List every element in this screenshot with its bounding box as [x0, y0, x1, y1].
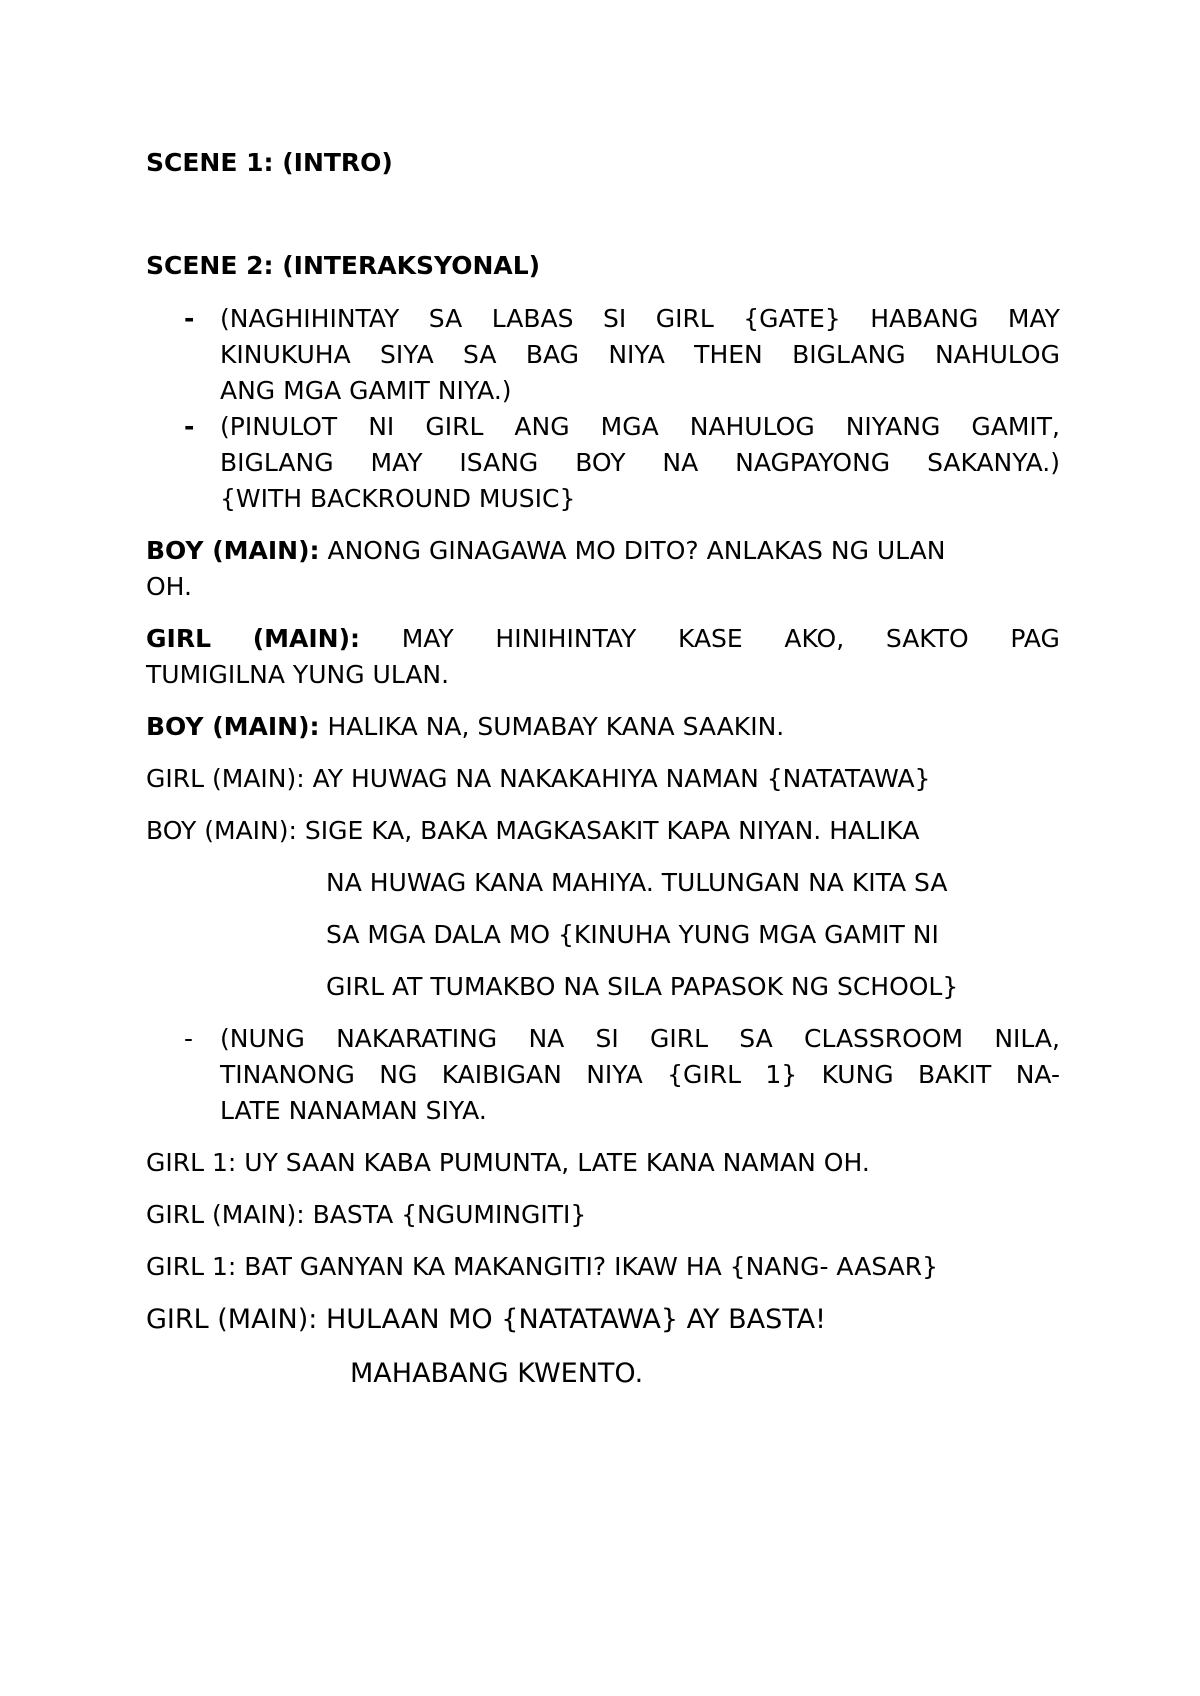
dialogue-5-line-4: GIRL AT TUMAKBO NA SILA PAPASOK NG SCHOOL} [326, 972, 959, 1001]
word: NI [368, 412, 395, 441]
word: SIYA [380, 340, 434, 369]
scene-1-heading [146, 150, 393, 175]
dialogue-4: GIRL (MAIN): AY HUWAG NA NAKAKAHIYA NAMAN {NATATAWA} [146, 764, 931, 793]
word: HABANG [870, 304, 979, 333]
action-1-line-2 [220, 342, 1060, 367]
word: KUNG [821, 1060, 894, 1089]
action-2-line-1 [220, 414, 1060, 439]
word: SI [595, 1024, 619, 1053]
bullet-dash: - [184, 1024, 194, 1053]
word: GIRL [650, 1024, 709, 1053]
dialogue-8: GIRL 1: BAT GANYAN KA MAKANGITI? IKAW HA {NANG- AASAR} [146, 1252, 939, 1281]
word: GIRL [425, 412, 484, 441]
dialogue-1-line-2: OH. [146, 572, 192, 601]
bullet-dash: - [184, 412, 195, 441]
word: SA [463, 340, 497, 369]
dialogue-5-line-3: SA MGA DALA MO {KINUHA YUNG MGA GAMIT NI [326, 920, 939, 949]
word: GIRL [655, 304, 714, 333]
speaker-label: (MAIN): [252, 624, 361, 653]
dialogue-text: HALIKA NA, SUMABAY KANA SAAKIN. [327, 712, 785, 741]
word: THEN [694, 340, 763, 369]
word: BAKIT [918, 1060, 992, 1089]
word: MAY [370, 448, 423, 477]
speaker-label: BOY (MAIN): [146, 536, 320, 565]
word: NA- [1015, 1060, 1060, 1089]
word: SAKANYA.) [927, 448, 1060, 477]
action-3-line-2 [220, 1062, 1060, 1087]
word: NIYA [608, 340, 665, 369]
word: GAMIT, [971, 412, 1060, 441]
word: AKO, [784, 624, 845, 653]
word: PAG [1010, 624, 1060, 653]
word: BAG [525, 340, 579, 369]
action-3-line-1 [220, 1026, 1060, 1051]
word: (NAGHIHINTAY [220, 304, 400, 333]
word: {GATE} [743, 304, 841, 333]
dialogue-5-line-2: NA HUWAG KANA MAHIYA. TULUNGAN NA KITA SA [326, 868, 948, 897]
word: SA [428, 304, 463, 333]
word: ISANG [459, 448, 539, 477]
word: (PINULOT [220, 412, 338, 441]
dialogue-7: GIRL (MAIN): BASTA {NGUMINGITI} [146, 1200, 587, 1229]
word: NILA, [994, 1024, 1060, 1053]
word: TINANONG [220, 1060, 355, 1089]
speaker-label: BOY (MAIN): [146, 712, 320, 741]
dialogue-9-line-1: GIRL (MAIN): HULAAN MO {NATATAWA} AY BASTA! [146, 1304, 826, 1335]
word: KINUKUHA [220, 340, 351, 369]
dialogue-text: ANONG GINAGAWA MO DITO? ANLAKAS NG ULAN [327, 536, 946, 565]
action-3-line-3: LATE NANAMAN SIYA. [220, 1096, 487, 1125]
word: MAY [401, 624, 454, 653]
word: 1} [765, 1060, 798, 1089]
word: BIGLANG [792, 340, 906, 369]
word: KAIBIGAN [441, 1060, 562, 1089]
scene-2-heading [146, 253, 540, 278]
word: MAY [1007, 304, 1060, 333]
scene-1-heading-text: SCENE 1: (INTRO) [146, 148, 393, 177]
action-1-line-3: ANG MGA GAMIT NIYA.) [220, 376, 512, 405]
word: NIYANG [845, 412, 941, 441]
scene-2-heading-text: SCENE 2: (INTERAKSYONAL) [146, 251, 541, 280]
dialogue-2-line-2: TUMIGILNA YUNG ULAN. [146, 660, 450, 689]
word: NA [662, 448, 699, 477]
bullet-dash: - [184, 304, 195, 333]
dialogue-6: GIRL 1: UY SAAN KABA PUMUNTA, LATE KANA NAMAN OH. [146, 1148, 870, 1177]
word: HINIHINTAY [495, 624, 637, 653]
dialogue-1-line-1 [146, 538, 946, 563]
word: MGA [600, 412, 659, 441]
dialogue-5-line-1: BOY (MAIN): SIGE KA, BAKA MAGKASAKIT KAPA NIYAN. HALIKA [146, 816, 920, 845]
speaker-label: GIRL [146, 624, 212, 653]
word: SA [739, 1024, 773, 1053]
dialogue-2-line-1 [146, 626, 1060, 651]
action-2-line-3: {WITH BACKROUND MUSIC} [220, 484, 576, 513]
word: CLASSROOM [803, 1024, 964, 1053]
action-1-line-1 [220, 306, 1060, 331]
dialogue-3 [146, 714, 784, 739]
word: {GIRL [667, 1060, 742, 1089]
action-2-line-2 [220, 450, 1060, 475]
word: NA [528, 1024, 565, 1053]
word: NAKARATING [336, 1024, 498, 1053]
word: BIGLANG [220, 448, 334, 477]
word: LABAS [491, 304, 574, 333]
word: KASE [677, 624, 743, 653]
word: NG [379, 1060, 418, 1089]
word: SAKTO [885, 624, 969, 653]
word: (NUNG [220, 1024, 305, 1053]
word: SI [602, 304, 627, 333]
word: BOY [575, 448, 626, 477]
word: ANG [514, 412, 570, 441]
dialogue-9-line-2: MAHABANG KWENTO. [350, 1358, 644, 1389]
word: NAHULOG [689, 412, 815, 441]
word: NAHULOG [934, 340, 1060, 369]
word: NAGPAYONG [735, 448, 891, 477]
word: NIYA [586, 1060, 643, 1089]
